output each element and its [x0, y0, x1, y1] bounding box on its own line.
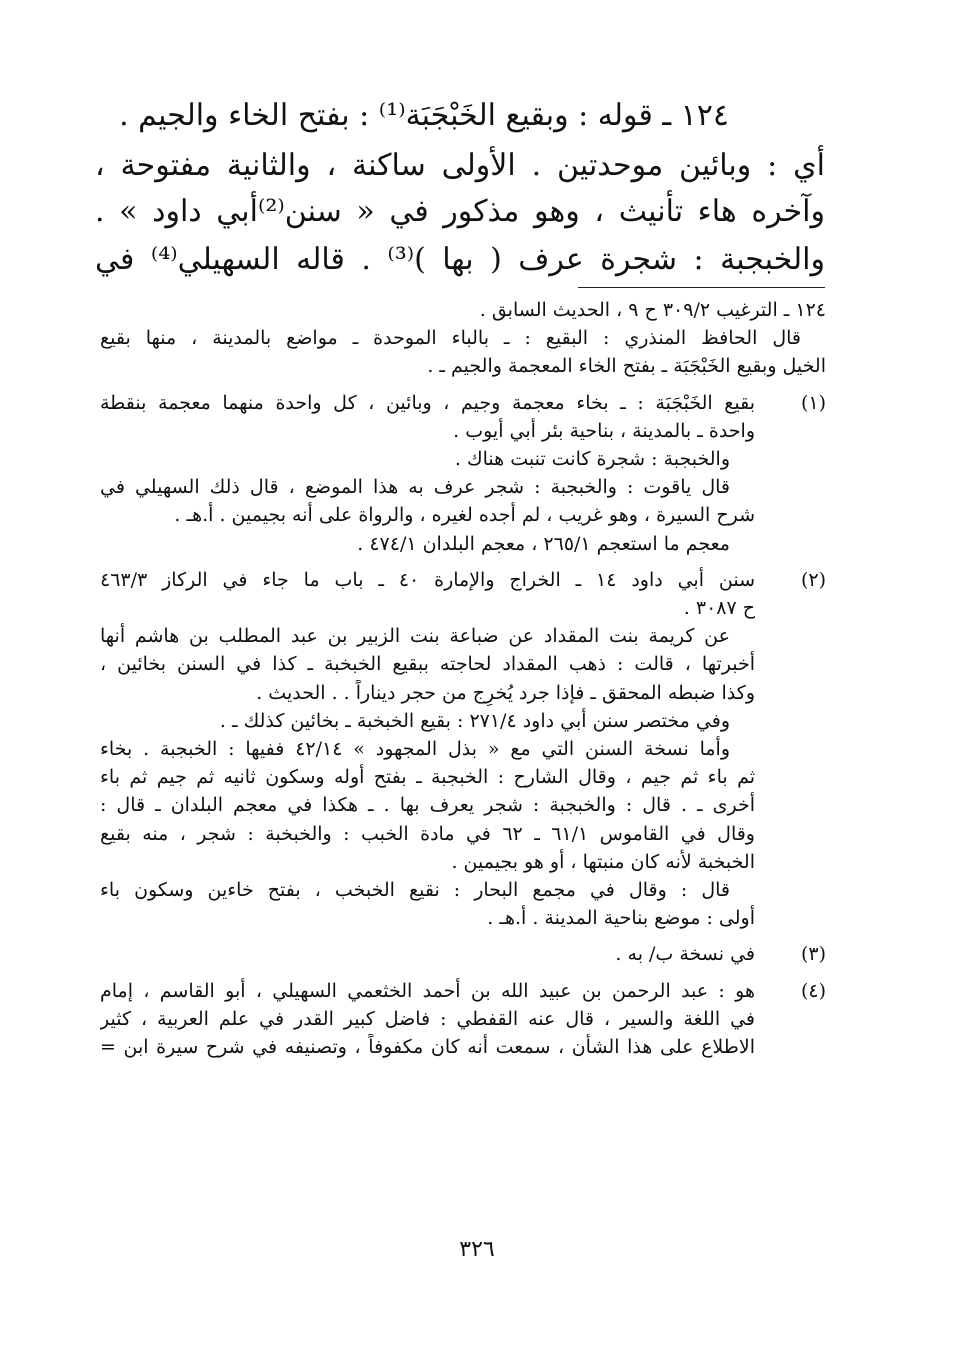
page-number: ٣٢٦	[459, 1237, 495, 1262]
footnote-line: وفي مختصر سنن أبي داود ٢٧١/٤ : بقيع الخبخبة ـ بخائين كذلك ـ .	[219, 709, 730, 732]
footnote-marker: (٤)	[800, 979, 826, 1002]
footnote-line: أخبرتها ، قالت : ذهب المقداد لحاجته ببقيع الخبخبة ـ كذا في السنن بخائين ،	[100, 653, 755, 676]
footnote-line: الخبخبة لأنه كان منبتها ، أو هو بجيمين .	[451, 850, 755, 873]
footnote-line: الخيل وبقيع الخَبْجَبَة ـ بفتح الخاء المعجمة والجيم ـ .	[427, 355, 826, 378]
footnote-line: ثم باء ثم جيم ، وقال الشارح : الخبجبة ـ بفتح أوله وسكون ثانيه ثم جيم ثم باء	[100, 766, 755, 789]
footnote-separator	[578, 287, 825, 288]
footnote-line: أخرى ـ . قال : والخبجبة : شجر يعرف بها . ـ هكذا في معجم البلدان ـ قال :	[100, 794, 755, 817]
footnote-line: هو : عبد الرحمن بن عبيد الله بن أحمد الخثعمي السهيلي ، أبو القاسم ، إمام	[100, 979, 755, 1002]
footnote-marker: (١)	[800, 391, 826, 414]
footnote-line: شرح السيرة ، وهو غريب ، لم أجده لغيره ، والرواة على أنه بجيمين . أ.هـ .	[174, 504, 755, 527]
footnote-line: في اللغة والسير ، قال عنه القفطي : فاضل كبير القدر في علم العربية ، كثير	[100, 1007, 755, 1030]
main-text-line: أي : وبائين موحدتين . الأولى ساكنة ، والثانية مفتوحة ،	[95, 148, 825, 183]
footnote-line: بقيع الخَبْجَبَة : ـ بخاء معجمة وجيم ، وبائين ، كل واحدة منهما معجمة بنقطة	[100, 391, 755, 414]
footnote-line: وكذا ضبطه المحقق ـ فإذا جرد يُخرِج من حجر ديناراً . . الحديث .	[256, 681, 755, 704]
footnote-line: ١٢٤ ـ الترغيب ٣٠٩/٢ ح ٩ ، الحديث السابق .	[479, 299, 826, 321]
footnote-line: معجم ما استعجم ٢٦٥/١ ، معجم البلدان ٤٧٤/١ .	[357, 532, 730, 555]
footnote-line: في نسخة ب/ به .	[615, 943, 755, 966]
main-text-line: والخبجبة : شجرة عرف ( بها )⁽³⁾ . قاله السهيلي⁽⁴⁾ في	[95, 242, 825, 277]
footnote-line: عن كريمة بنت المقداد عن ضباعة بنت الزبير بن عبد المطلب بن هاشم أنها	[100, 625, 730, 648]
footnote-line: قال الحافظ المنذري : البقيع : ـ بالباء الموحدة ـ مواضع بالمدينة ، منها بقيع	[100, 327, 801, 350]
footnote-line: أولى : موضع بناحية المدينة . أ.هـ .	[487, 907, 755, 930]
footnote-line: ح ٣٠٨٧ .	[683, 597, 755, 619]
footnote-line: واحدة ـ بالمدينة ، بناحية بئر أبي أيوب .	[453, 419, 755, 442]
footnote-line: وقال في القاموس ٦١/١ ـ ٦٢ في مادة الخبب : والخبخبة : شجر ، منه بقيع	[100, 822, 755, 845]
main-text-line: ١٢٤ ـ قوله : وبقيع الخَبْجَبَة⁽¹⁾ : بفتح الخاء والجيم .	[119, 98, 729, 133]
footnote-marker: (٣)	[800, 943, 826, 966]
footnote-line: وأما نسخة السنن التي مع « بذل المجهود » ٤٢/١٤ ففيها : الخبجبة . بخاء	[100, 738, 730, 760]
main-text-line: وآخره هاء تأنيث ، وهو مذكور في « سنن⁽²⁾أبي داود » .	[95, 194, 825, 229]
footnote-line: سنن أبي داود ١٤ ـ الخراج والإمارة ٤٠ ـ باب ما جاء في الركاز ٤٦٣/٣	[100, 568, 755, 591]
footnote-line: والخبجبة : شجرة كانت تنبت هناك .	[454, 448, 730, 470]
footnote-marker: (٢)	[800, 568, 826, 591]
footnote-line: قال : وقال في مجمع البحار : نقيع الخبخب ، بفتح خاءين وسكون باء	[100, 879, 730, 901]
footnote-line: قال ياقوت : والخبجبة : شجر عرف به هذا الموضع ، قال ذلك السهيلي في	[100, 476, 730, 499]
footnote-line: الاطلاع على هذا الشأن ، سمعت أنه كان مكفوفاً ، وتصنيفه في شرح سيرة ابن =	[100, 1036, 755, 1058]
